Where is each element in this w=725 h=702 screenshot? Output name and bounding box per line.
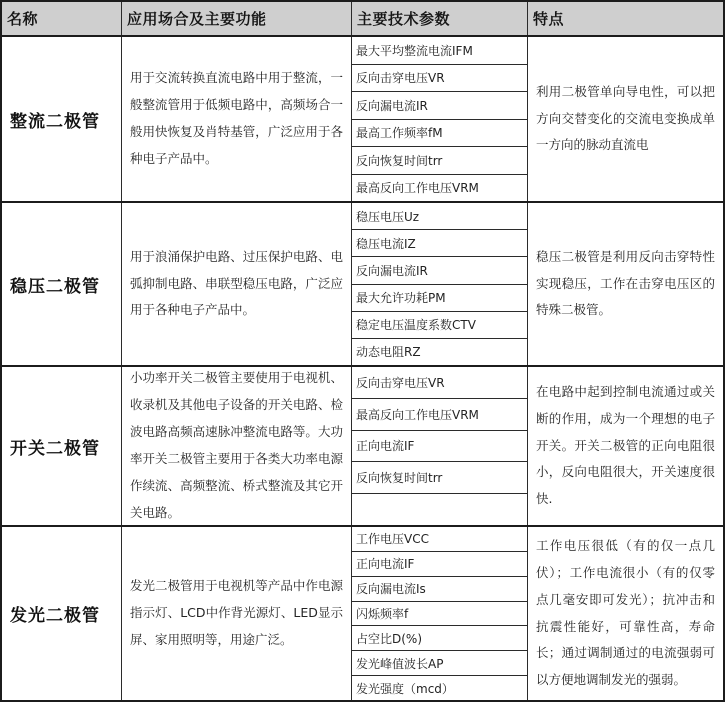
param-cell: 稳压电流IZ xyxy=(352,230,527,257)
param-cell: 发光峰值波长AP xyxy=(352,651,527,676)
param-cell: 发光强度（mcd） xyxy=(356,681,454,696)
feature-text: 利用二极管单向导电性，可以把方向交替变化的交流电变换成单一方向的脉动直流电 xyxy=(536,83,715,153)
param-cell: 反向恢复时间trr xyxy=(352,147,527,175)
param-cell: 最大允许功耗PM xyxy=(352,285,527,312)
usage-text: 发光二极管用于电视机等产品中作电源指示灯、LCD中作背光源灯、LED显示屏、家用照明等，用途广泛。 xyxy=(130,578,343,647)
name-cell: 发光二极管 xyxy=(2,527,122,700)
name-cell: 开关二极管 xyxy=(2,367,122,525)
param-cell: 动态电阻RZ xyxy=(356,345,421,360)
header-cell-params: 主要技术参数 xyxy=(352,2,528,35)
param-cell: 闪烁频率f xyxy=(352,602,527,627)
param-cell: 稳定电压温度系数CTV xyxy=(352,312,527,339)
param-cell: 占空比D(%) xyxy=(352,626,527,651)
usage-text: 小功率开关二极管主要使用于电视机、收录机及其他电子设备的开关电路、检波电路高频高速脉冲整流电路等。大功率开关二极管主要用于各类大功率电源作续流、高频整流、桥式整流及其它开关电路。 xyxy=(130,370,343,520)
name-cell: 稳压二极管 xyxy=(2,203,122,365)
param-cell: 反向击穿电压VR xyxy=(352,367,527,399)
header-cell-usage: 应用场合及主要功能 xyxy=(122,2,352,35)
feature-text: 在电路中起到控制电流通过或关断的作用，成为一个理想的电子开关。开关二极管的正向电阻很小，反向电阻很大，开关速度很快. xyxy=(536,383,715,507)
table-row-zener-diode xyxy=(2,203,723,367)
usage-cell xyxy=(122,37,352,201)
params-list xyxy=(352,527,528,700)
param-cell: 反向击穿电压VR xyxy=(352,65,527,93)
param-cell: 稳压电压Uz xyxy=(352,203,527,230)
name-cell: 整流二极管 xyxy=(2,37,122,201)
params-list xyxy=(352,367,528,525)
header-cell-features: 特点 xyxy=(533,10,565,28)
usage-text: 用于交流转换直流电路中用于整流，一般整流管用于低频电路中，高频场合一般用快恢复及肖特基管，广泛应用于各种电子产品中。 xyxy=(130,70,343,166)
table-row-switching-diode xyxy=(2,367,723,527)
table-header-row xyxy=(2,2,723,37)
feature-cell xyxy=(528,527,723,700)
header-cell-name: 名称 xyxy=(2,2,122,35)
usage-cell xyxy=(122,367,352,525)
param-cell: 工作电压VCC xyxy=(352,527,527,552)
params-list xyxy=(352,203,528,365)
param-cell: 正向电流IF xyxy=(352,552,527,577)
param-cell: 反向漏电流IR xyxy=(352,92,527,120)
param-cell: 正向电流IF xyxy=(352,431,527,463)
param-cell: 最高工作频率fM xyxy=(352,120,527,148)
param-cell: 反向恢复时间trr xyxy=(352,462,527,494)
param-cell: 反向漏电流Is xyxy=(352,577,527,602)
table-row-rectifier-diode xyxy=(2,37,723,203)
usage-cell xyxy=(122,527,352,700)
feature-text: 稳压二极管是利用反向击穿特性实现稳压，工作在击穿电压区的特殊二极管。 xyxy=(536,248,715,318)
feature-cell xyxy=(528,203,723,365)
param-cell-empty xyxy=(352,494,527,525)
table-row-led-diode xyxy=(2,527,723,700)
param-cell: 反向漏电流IR xyxy=(352,257,527,284)
feature-cell xyxy=(528,367,723,525)
feature-cell xyxy=(528,37,723,201)
param-cell: 最高反向工作电压VRM xyxy=(356,181,479,196)
feature-text: 工作电压很低（有的仅一点几伏）；工作电流很小（有的仅零点几毫安即可发光）；抗冲击和抗震性能好，可靠性高，寿命长；通过调制通过的电流强弱可以方便地调制发光的强弱。 xyxy=(536,537,715,688)
param-cell: 最大平均整流电流IFM xyxy=(352,37,527,65)
param-cell: 最高反向工作电压VRM xyxy=(352,399,527,431)
usage-cell xyxy=(122,203,352,365)
usage-text: 用于浪涌保护电路、过压保护电路、电弧抑制电路、串联型稳压电路，广泛应用于各种电子产品中。 xyxy=(130,248,343,318)
params-list xyxy=(352,37,528,201)
